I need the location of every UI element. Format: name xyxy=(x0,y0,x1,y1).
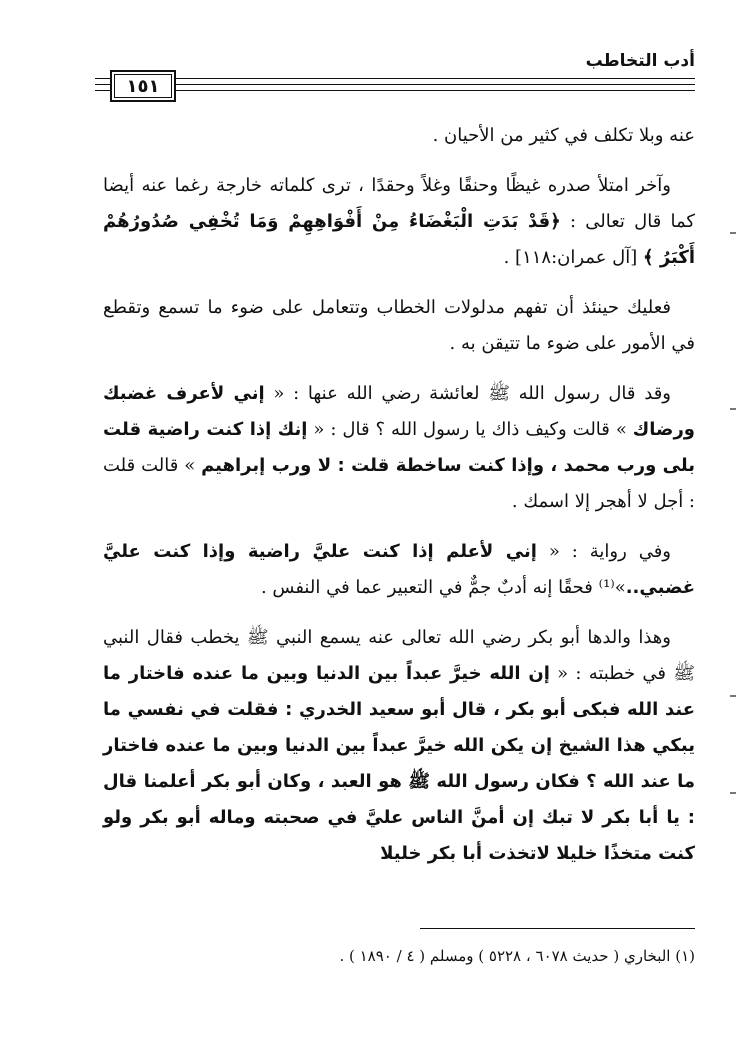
header-rule xyxy=(95,84,110,85)
paragraph-text: وفي رواية : « xyxy=(536,541,672,562)
scan-mark xyxy=(730,695,736,697)
paragraph xyxy=(103,290,695,362)
hadith-quote: إني لأعلم إذا كنت عليَّ راضية وإذا كنت عليَّ غضبي.. xyxy=(103,541,695,598)
scan-mark xyxy=(730,232,736,234)
header-rule xyxy=(95,78,110,79)
scan-mark xyxy=(730,792,736,794)
running-title: أدب التخاطب xyxy=(585,51,695,71)
paragraph-text: » قالت قلت : أجل لا أهجر إلا اسمك . xyxy=(103,455,695,512)
paragraph-text: عنه وبلا تكلف في كثير من الأحيان . xyxy=(432,125,695,146)
quran-verse: ﴿قَدْ بَدَتِ الْبَغْضَاءُ مِنْ أَفْوَاهِهِمْ وَمَا تُخْفِي صُدُورُهُمْ أَكْبَرُ ﴾ xyxy=(103,211,695,268)
verse-reference: [آل عمران:١١٨] . xyxy=(503,247,643,268)
hadith-quote: إن الله خيرَّ عبداً بين الدنيا وبين ما عنده فاختار ما عند الله فبكى أبو بكر ، قال أبو سعيد الخدري : فقلت في نفسي ما يبكي هذا الشيخ إن يكن الله خيرَّ عبداً بين الدنيا وبين ما عنده فاختار ما عند الله ؟ فكان رسول الله ﷺ هو العبد ، وكان أبو بكر أعلمنا قال : يا أبا بكر لا تبك إن أمنَّ الناس عليَّ في صحبته وماله أبو بكر ولو كنت متخذًا خليلا لاتخذت أبا بكر خليلا xyxy=(103,663,695,864)
paragraph-text: فعليك حينئذ أن تفهم مدلولات الخطاب وتتعامل على ضوء ما تسمع وتقطع في الأمور على ضوء ما تتيقن به . xyxy=(103,297,695,354)
header-rule xyxy=(175,90,695,91)
paragraph xyxy=(103,168,695,276)
paragraph xyxy=(103,620,695,872)
header-rule xyxy=(175,84,695,85)
paragraph-text: وقد قال رسول الله ﷺ لعائشة رضي الله عنها : « xyxy=(264,383,671,404)
page-number xyxy=(110,70,176,102)
paragraph-text: وآخر امتلأ صدره غيظًا وحنقًا وغلاً وحقدًا ، ترى كلماته خارجة رغما عنه أيضا كما قال تعالى : xyxy=(103,175,696,232)
paragraph-text: » قالت وكيف ذاك يا رسول الله ؟ قال : « xyxy=(307,419,633,440)
header-rule xyxy=(95,90,110,91)
hadith-quote: إني لأعرف غضبك ورضاك xyxy=(103,383,695,440)
paragraph xyxy=(103,534,695,606)
paragraph xyxy=(103,118,695,154)
hadith-quote: إنك إذا كنت راضية قلت بلى ورب محمد ، وإذا كنت ساخطة قلت : لا ورب إبراهيم xyxy=(103,419,695,476)
footnote-rule xyxy=(420,928,695,929)
page-number-text: ١٥١ xyxy=(126,75,160,97)
paragraph-text: »⁽¹⁾ فحقًا إنه أدبٌ جمٌّ في التعبير عما في النفس . xyxy=(260,577,626,598)
body-text xyxy=(103,118,695,886)
scan-mark xyxy=(730,408,736,410)
paragraph-text: وهذا والدها أبو بكر رضي الله تعالى عنه يسمع النبي ﷺ يخطب فقال النبي ﷺ في خطبته : « xyxy=(103,627,695,684)
page-header xyxy=(95,42,695,98)
header-rule xyxy=(175,78,695,79)
footnote: (١) البخاري ( حديث ٦٠٧٨ ، ٥٢٢٨ ) ومسلم ( ٤ / ١٨٩٠ ) . xyxy=(339,947,695,965)
paragraph xyxy=(103,376,695,520)
